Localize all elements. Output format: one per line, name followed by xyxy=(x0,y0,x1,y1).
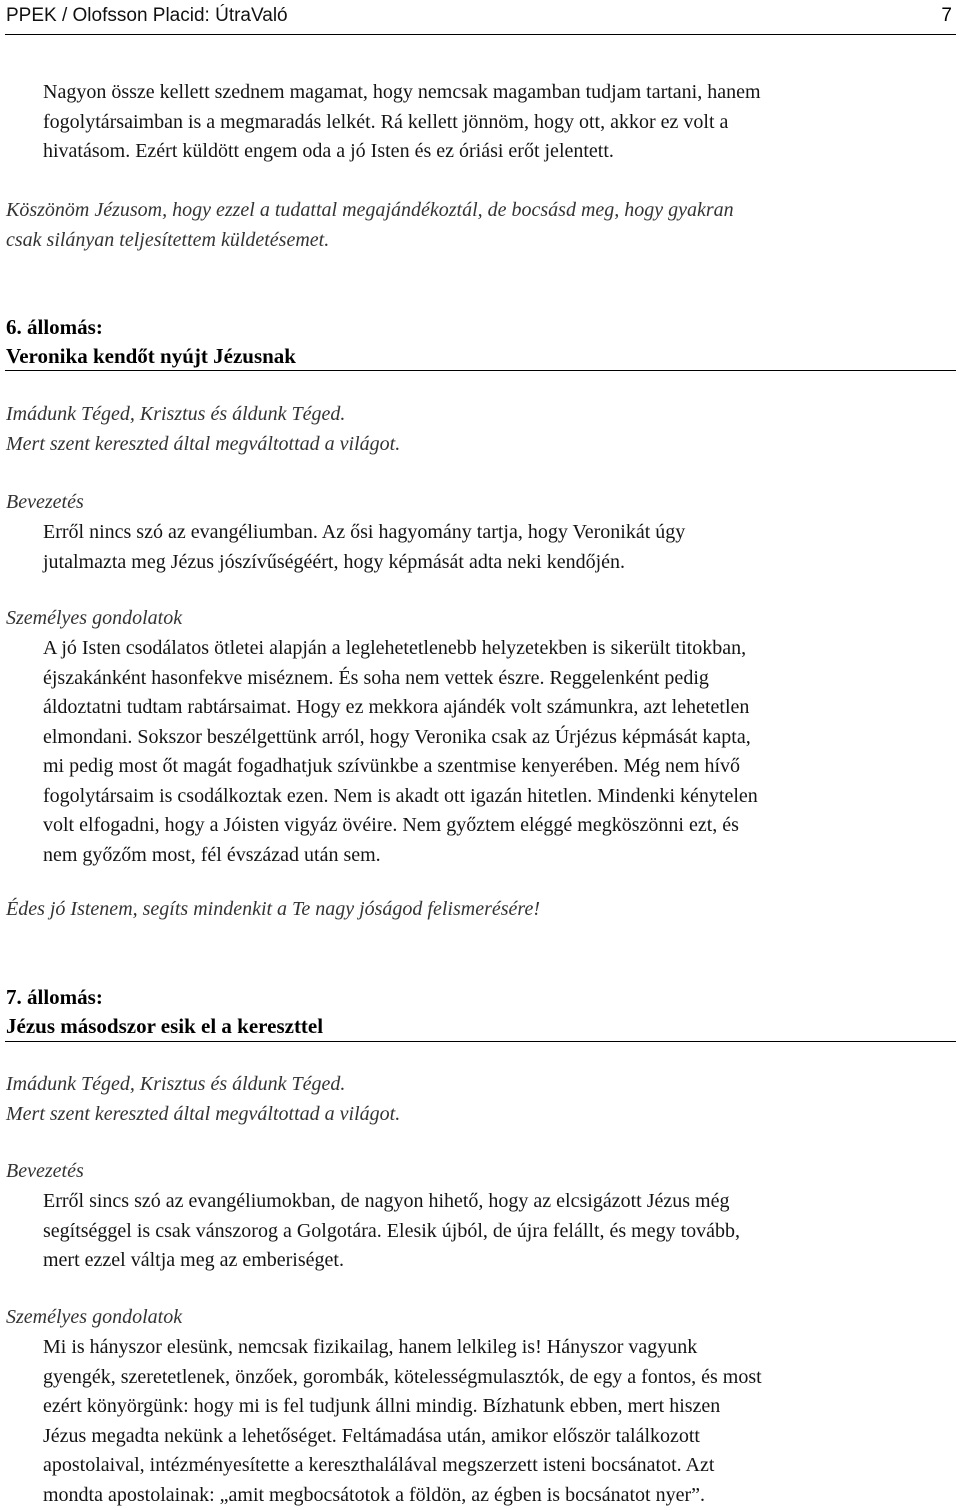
text-line: éjszakánként hasonfekve miséznem. És soha nem vettek észre. Reggelenként pedig xyxy=(43,664,758,694)
section-rule xyxy=(5,1041,956,1042)
text-line: Imádunk Téged, Krisztus és áldunk Téged. xyxy=(6,400,400,430)
station-7-thoughts xyxy=(43,1333,762,1510)
station-7-intro-heading: Bevezetés xyxy=(6,1157,84,1187)
text-line: Nagyon össze kellett szednem magamat, hogy nemcsak magamban tudjam tartani, hanem xyxy=(43,78,761,108)
text-line: csak silányan teljesítettem küldetésemet. xyxy=(6,226,734,256)
text-line: Köszönöm Jézusom, hogy ezzel a tudattal megajándékoztál, de bocsásd meg, hogy gyakran xyxy=(6,196,734,226)
text-line: mi pedig most őt magát fogadhatjuk szívünkbe a szentmise kenyerében. Még nem hívő xyxy=(43,752,758,782)
station-7-intro xyxy=(43,1187,740,1276)
station-7-heading xyxy=(6,983,323,1041)
station-number: 6. állomás: xyxy=(6,313,296,342)
text-line: ezért könyörgünk: hogy mi is fel tudjunk állni mindig. Bízhatunk ebben, mert hiszen xyxy=(43,1392,762,1422)
station-6-intro-heading: Bevezetés xyxy=(6,488,84,518)
station-6-thoughts-heading: Személyes gondolatok xyxy=(6,604,182,634)
header-rule xyxy=(5,34,956,35)
station-6-closing-prayer: Édes jó Istenem, segíts mindenkit a Te nagy jóságod felismerésére! xyxy=(6,895,540,925)
text-line: apostolaival, intézményesítette a kereszthalálával megszerzett isteni bocsánatot. Azt xyxy=(43,1451,762,1481)
station-6-thoughts xyxy=(43,634,758,870)
station-title: Veronika kendőt nyújt Jézusnak xyxy=(6,342,296,371)
intro-prayer xyxy=(6,196,734,255)
text-line: Erről sincs szó az evangéliumokban, de nagyon hihető, hogy az elcsigázott Jézus még xyxy=(43,1187,740,1217)
text-line: segítséggel is csak vánszorog a Golgotára. Elesik újból, de újra felállt, és megy tovább, xyxy=(43,1217,740,1247)
text-line: Mert szent kereszted által megváltottad a világot. xyxy=(6,430,400,460)
text-line: Erről nincs szó az evangéliumban. Az ősi hagyomány tartja, hogy Veronikát úgy xyxy=(43,518,685,548)
text-line: mondta apostolainak: „amit megbocsátotok a földön, az égben is bocsánatot nyer”. xyxy=(43,1481,762,1510)
station-6-invocation xyxy=(6,400,400,459)
text-line: jutalmazta meg Jézus jószívűségéért, hogy képmását adta neki kendőjén. xyxy=(43,548,685,578)
text-line: áldoztatni tudtam rabtársaimat. Hogy ez mekkora ajándék volt számunkra, azt lehetetlen xyxy=(43,693,758,723)
text-line: Mert szent kereszted által megváltottad a világot. xyxy=(6,1100,400,1130)
text-line: elmondani. Sokszor beszélgettünk arról, hogy Veronika csak az Úrjézus képmását kapta, xyxy=(43,723,758,753)
page-number: 7 xyxy=(941,4,952,28)
text-line: Mi is hányszor elesünk, nemcsak fizikailag, hanem lelkileg is! Hányszor vagyunk xyxy=(43,1333,762,1363)
station-7-thoughts-heading: Személyes gondolatok xyxy=(6,1303,182,1333)
text-line: volt elfogadni, hogy a Jóisten vigyáz övéire. Nem győztem eléggé megköszönni ezt, és xyxy=(43,811,758,841)
text-line: gyengék, szeretetlenek, önzőek, gorombák, kötelességmulasztók, de egy a fontos, és most xyxy=(43,1363,762,1393)
station-title: Jézus másodszor esik el a kereszttel xyxy=(6,1012,323,1041)
text-line: Jézus megadta nekünk a lehetőséget. Feltámadása után, amikor először találkozott xyxy=(43,1422,762,1452)
intro-paragraph xyxy=(43,78,761,167)
running-header-title: PPEK / Olofsson Placid: ÚtraValó xyxy=(6,4,288,28)
text-line: fogolytársaimban is a megmaradás lelkét. Rá kellett jönnöm, hogy ott, akkor ez volt a xyxy=(43,108,761,138)
text-line: hivatásom. Ezért küldött engem oda a jó Isten és ez óriási erőt jelentett. xyxy=(43,137,761,167)
section-rule xyxy=(5,370,956,371)
text-line: A jó Isten csodálatos ötletei alapján a leglehetetlenebb helyzetekben is sikerült titokban, xyxy=(43,634,758,664)
station-number: 7. állomás: xyxy=(6,983,323,1012)
station-6-intro xyxy=(43,518,685,577)
station-6-heading xyxy=(6,313,296,371)
station-7-invocation xyxy=(6,1070,400,1129)
text-line: Imádunk Téged, Krisztus és áldunk Téged. xyxy=(6,1070,400,1100)
text-line: fogolytársaim is csodálkoztak ezen. Nem is akadt ott igazán hitetlen. Mindenki kénytelen xyxy=(43,782,758,812)
text-line: mert ezzel váltja meg az emberiséget. xyxy=(43,1246,740,1276)
text-line: nem győzőm most, fél évszázad után sem. xyxy=(43,841,758,871)
